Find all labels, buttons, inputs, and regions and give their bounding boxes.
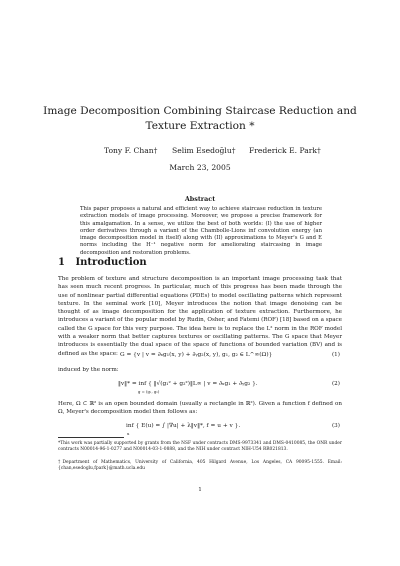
page-number: 1 <box>198 487 202 493</box>
section-number: 1 <box>58 257 65 268</box>
author-name: Tony F. Chan† <box>104 146 158 155</box>
title-line-2: Texture Extraction * <box>145 120 255 132</box>
title-line-1: Image Decomposition Combining Staircase Reduction and <box>43 105 357 117</box>
paper-title <box>0 104 400 134</box>
equation-1-number: (1) <box>332 352 340 358</box>
intro-paragraph: The problem of texture and structure decomposition is an important image processing task that has seen much recent progress. In particular, much of this progress has been made through the use of nonlinear partial differential equations (PDEs) to model oscillating patterns which represent texture. In the seminal work [10], Meyer introduces the notion that image denoising can be thought of as image decomposition for the application of texture extraction. Furthermore, he introduces a variant of the popular model by Rudin, Osher, and Fatemi (ROF) [18] based on a space called the G space for this very purpose. The idea here is to replace the L² norm in the ROF model with a weaker norm that better captures textures or oscillating patterns. The G space that Meyer introduces is essentially the dual space of the space of functions of bounded variation (BV) and is defined as the space: <box>58 276 342 357</box>
section-title: Introduction <box>75 257 147 268</box>
abstract-text: This paper proposes a natural and efficient way to achieve staircase reduction in texture extraction models of image processing. Moreover, we propose a precise framework for this amalgamation. In a sense, we utilize the best of both worlds: (I) the use of higher order derivatives through a variant of the Chambolle-Lions inf convolution energy (an image decomposition model in itself) along with (II) approximations to Meyer's G and E norms including the H⁻¹ negative norm for ameliorating staircasing in image decomposition and restoration problems. <box>80 206 322 256</box>
equation-3: inf { E(u) = ∫ |∇u| + λ‖v‖*, f = u + v }. <box>126 423 241 429</box>
author-name: Frederick E. Park† <box>249 146 321 155</box>
equation-2: ‖v‖* = inf { ‖√(g₁² + g₂²)‖L∞ | v = ∂ₓg₁ + ∂ᵧg₂ }. <box>118 381 258 387</box>
author-name: Selim Esedoḡlu† <box>172 146 236 155</box>
equation-2-subscript: g = (g₁, g₂) <box>138 389 160 394</box>
abstract-heading: Abstract <box>184 195 216 203</box>
induced-text: induced by the norm: <box>58 367 119 373</box>
footnote-affiliation: †Department of Mathematics, University of California, 405 Hilgard Avenue, Los Angeles, CA 90095-1555. Email: {chan,esedoglu,fpark}@math.ucla.edu <box>58 460 342 472</box>
section-heading <box>58 257 147 268</box>
footnote-rule <box>58 437 124 438</box>
equation-3-subscript: u <box>127 431 130 436</box>
decomposition-paragraph: Here, Ω ⊂ ℝ² is an open bounded domain (usually a rectangle in ℝ²). Given a function f defined on Ω, Meyer's decomposition model then follows as: <box>58 401 342 416</box>
equation-3-number: (3) <box>332 423 340 429</box>
paper-date: March 23, 2005 <box>169 163 231 172</box>
equation-1: G = {v | v = ∂ₓg₁(x, y) + ∂ᵧg₂(x, y), g₁, g₂ ∈ L^∞(Ω)} <box>120 352 273 358</box>
equation-2-number: (2) <box>332 381 340 387</box>
footnote-funding: *This work was partially supported by grants from the NSF under contracts DMS-9973341 and DMS-0410085, the ONR under contracts N00014-96-1-0277 and N00014-03-1-0888, and the NIH under contract NIH-U54 RR021813. <box>58 441 342 453</box>
